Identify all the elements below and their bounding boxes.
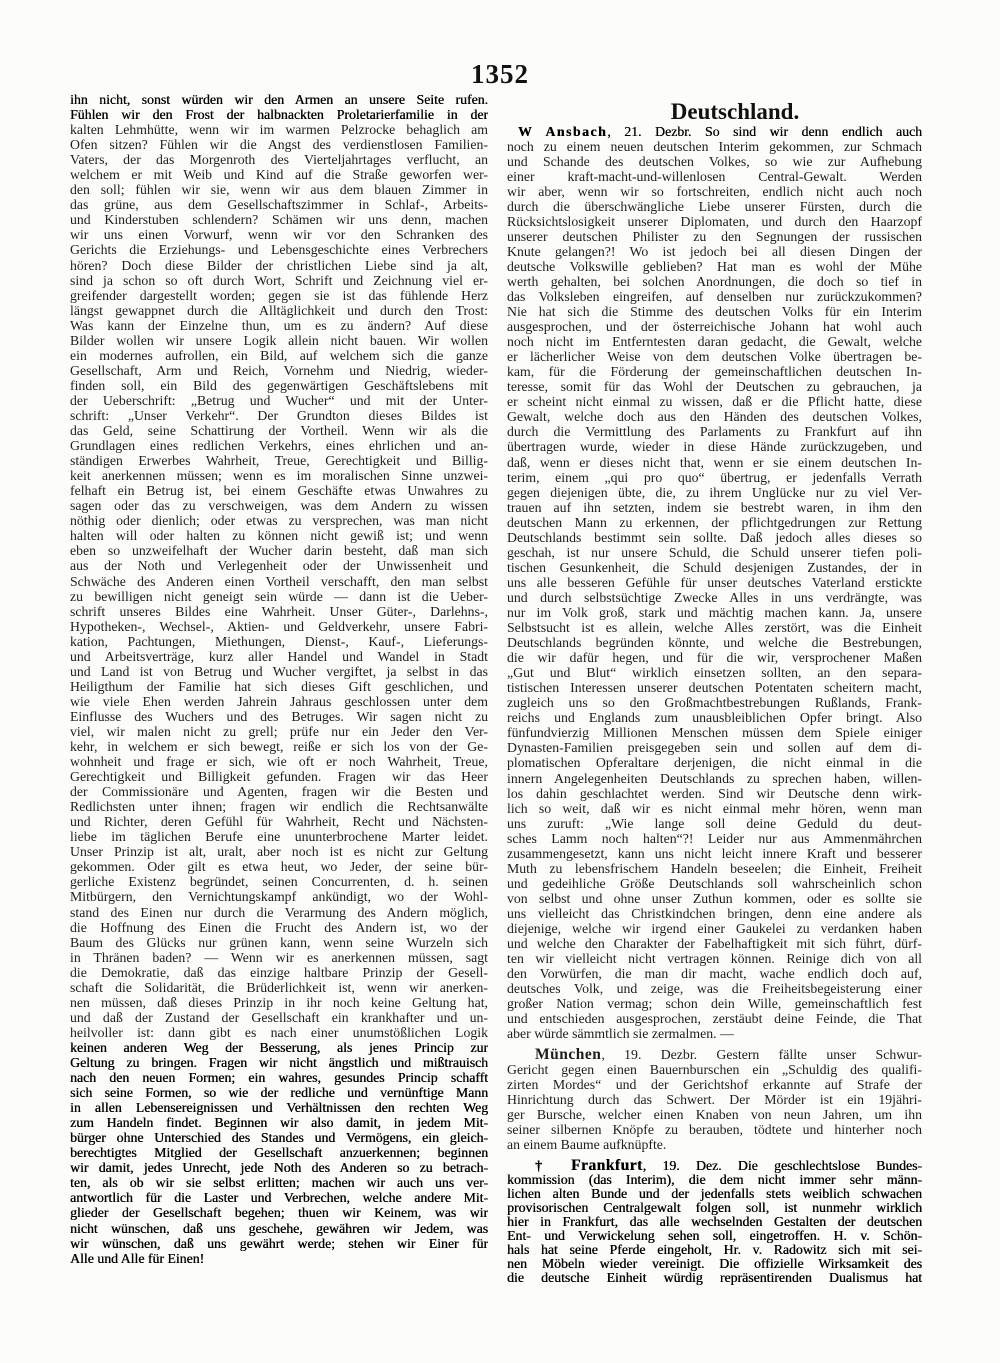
text-line: Hypotheken-, Wechsel-, Aktien- und Geldverkehr, unsere Fabri- — [70, 618, 488, 634]
text-line: noch zu einem neuen deutschen Interim gekommen, zur Schmach — [507, 138, 922, 154]
text-line: nöthig oder dienlich; oder etwas zu versprechen, was man nicht — [70, 513, 488, 529]
text-line: trauen auf ihn setzten, indem sie bestrebt waren, in ihm den — [507, 499, 922, 515]
text-line: nur im Volk groß, stark und mächtig machen kann. Ja, unsere — [507, 605, 922, 620]
dateline-text: , 19. Dezbr. Gestern fällte unser Schwur- — [601, 1046, 922, 1062]
text-line: kation, Pachtungen, Miethungen, Dienst-, Kauf-, Lieferungs- — [70, 633, 488, 649]
dateline-place: München — [535, 1046, 602, 1062]
text-line: bürger ohne Unterschied des Standes und Vermögens, ein gleich- — [70, 1130, 488, 1146]
text-line: sagen oder das zu verschweigen, was dem Andern zu wissen — [70, 498, 488, 514]
text-line: kommission (das Interim), die dem nicht immer sehr männ- — [507, 1173, 922, 1187]
text-line: lichen alten Bunde und der jedenfalls stets weiblich schwachen — [507, 1187, 922, 1201]
text-line: liebe im täglichen Berufe eine ununterbrochene Marter leidet. — [70, 829, 488, 845]
text-line: hören? Doch diese Bilder der christlichen Liebe sind ja alt, — [70, 257, 488, 273]
text-line: großer Nation vermag; schon dein Wille, gemeinschaftlich fest — [507, 996, 922, 1012]
text-line: und entschieden ausgesprochen, zerstäubt deine Feinde, die That — [507, 1011, 922, 1027]
text-line: wir uns einen Vorwurf, wenn wir vor den Schranken des — [70, 227, 488, 243]
text-line: Gericht gegen einen Bauernburschen ein „Schuldig des qualifi- — [507, 1061, 922, 1077]
text-line: Was kann der Einzelne thun, um es zu ändern? Auf diese — [70, 317, 488, 333]
text-line: los dahin geschlachtet werden. Sind wir Deutsche denn wirk- — [507, 785, 922, 801]
text-line: Geltung zu bringen. Fragen wir nicht ängstlich und mißtrauisch — [70, 1055, 488, 1070]
dateline-text: , 19. Dez. Die geschlechtslose Bundes- — [642, 1159, 922, 1173]
text-line: Rücksichtslosigkeit unserer Diplomaten, und durch den Haarzopf — [507, 213, 922, 229]
text-line: deutsches Volk, und zeige, was die Freiheitsbegeisterung einer — [507, 981, 922, 997]
text-line: und durch selbstsüchtige Zwecke Alles in uns verdrängte, was — [507, 589, 922, 605]
dateline-mark: W — [518, 123, 532, 139]
text-line: gekommen. Oder gilt es etwa heut, wo Jeder, der seine bür- — [70, 859, 488, 875]
text-line: Heiligthum der Familie hat sich dieses Gift geschlichen, und — [70, 678, 488, 694]
text-line: Unser Prinzip ist alt, uralt, aber noch ist es nicht zur Geltung — [70, 844, 488, 860]
page-number: 1352 — [471, 59, 529, 89]
text-line: innern Angelegenheiten Deutschlands zu sprechen haben, willen- — [507, 770, 922, 786]
text-line: „Gut und Blut“ wirklich einsetzen sollten, an den separa- — [507, 665, 922, 681]
section-heading: Deutschland. — [670, 99, 800, 124]
text-line: schrift unseres Bildes eine Wahrheit. Unser Güter-, Darlehns-, — [70, 603, 488, 619]
text-line: zirten Mordes“ und der Gerichtshof erkannte auf Strafe der — [507, 1076, 922, 1092]
text-line: finden soll, ein Bild des gegenwärtigen Geschäftslebens mit — [70, 377, 488, 393]
text-line: Bilder wollen wir unsere Logik allein nicht bauen. Wir wollen — [70, 332, 488, 348]
text-line: die Hoffnung des Einen die Frucht des Andern ist, wo der — [70, 919, 488, 935]
text-line: halten will oder halten zu können nicht gewiß ist; und wenn — [70, 528, 488, 544]
text-line: hals hat seine Pferde eingeholt, Hr. v. Radowitz sich mit sei- — [507, 1243, 922, 1257]
text-line: Baum des Glücks nur grünen kann, wenn seine Wurzeln sich — [70, 934, 488, 950]
text-line: zusammengesetzt, kann uns nicht leicht innere Kraft und besserer — [507, 845, 922, 861]
news-article — [507, 124, 922, 1042]
text-line: und Kinderstuben schlendern? Schämen wir uns denn, machen — [70, 212, 488, 228]
text-line: unserer deutschen Philister zu den Segnungen der russischen — [507, 228, 922, 244]
text-line: gegen diejenigen übte, die, zu ihrem Unglücke nur zu viel Ver- — [507, 484, 922, 500]
text-line: uns vielleicht das Christkindchen bringen, denn eine andere als — [507, 905, 922, 921]
text-line: greifender dargestellt worden; gegen sie ist das fühlende Herz — [70, 287, 488, 303]
text-line: Ofen sitzen? Fühlen wir die Angst des verdienstlosen Familien- — [70, 137, 488, 153]
left-column — [70, 92, 488, 1266]
dateline-line — [507, 1047, 922, 1062]
text-line: einer kraft-macht-und-willenlosen Central-Gewalt. Werden — [507, 168, 922, 184]
text-line: fünfundvierzig Millionen Menschen müssen dem Spiele einiger — [507, 725, 922, 741]
text-line: schaft die Solidarität, die Brüderlichkeit ist, wenn wir anerken- — [70, 979, 488, 995]
text-line: Ent- und Verwickelung sehen soll, eingetroffen. H. v. Schön- — [507, 1229, 922, 1243]
text-line: Fühlen wir den Frost der halbnackten Proletarierfamilie in der — [70, 107, 488, 123]
text-line: den Vorwürfen, die man dir macht, wache endlich doch auf, — [507, 966, 922, 982]
text-line: Muth zu lebensfrischem Handeln beseelen; die Einheit, Freiheit — [507, 860, 922, 876]
text-line: provisorischen Centralgewalt folgen soll, ist nunmehr wirklich — [507, 1201, 922, 1215]
text-line: Deutschlands bestimmt sein sollte. Daß jedoch alles dieses so — [507, 529, 922, 545]
text-line: die wir dafür hegen, und für die wir, versprochener Maßen — [507, 650, 922, 666]
text-line: von selbst und ohne unser Zuthun kommen, oder es sollte sie — [507, 890, 922, 906]
text-line: sind ja schon so oft durch Wort, Schrift und Zeichnung viel er- — [70, 272, 488, 288]
text-line: ger Bursche, welcher einen Knaben von neun Jahren, um ihn — [507, 1106, 922, 1122]
text-line: uns zuruft: „Wie lange soll deine Geduld du deut- — [507, 815, 922, 831]
text-line: wir aber, wenn wir so fortschreiten, endlich nicht auch noch — [507, 183, 922, 199]
news-article — [507, 1047, 922, 1152]
text-line: teresse, somit für das Wohl der Deutschen zu gebrauchen, ja — [507, 379, 922, 395]
text-line: sich seine Formen, so wie der redliche und vernünftige Mann — [70, 1085, 488, 1101]
dateline-text: , 21. Dezbr. So sind wir denn endlich auch — [607, 123, 922, 139]
text-line: und gedeihliche Größe Deutschlands soll wahrscheinlich schon — [507, 875, 922, 891]
text-line: eben so unzweifelhaft der Wucher darin besteht, daß man sich — [70, 543, 488, 559]
text-line: den soll; fühlen wir sie, wenn wir aus dem blauen Zimmer in — [70, 182, 488, 198]
text-line: hier in Frankfurt, das alle wechselnden Gestalten der deutschen — [507, 1215, 922, 1229]
text-line: Redlichsten unter ihnen; fragen wir endlich die Rechtsanwälte — [70, 799, 488, 815]
text-line: ten, als ob wir sie selbst erlitten; machen wir auch uns ver- — [70, 1175, 488, 1191]
text-line: Nie hat sich die Stimme des deutschen Volks für ein Interim — [507, 304, 922, 320]
text-line: die Demokratie, daß das einzige haltbare Prinzip der Gesell- — [70, 964, 488, 980]
text-line: das grüne, aus dem Gesellschaftszimmer in Schlaf-, Arbeits- — [70, 197, 488, 213]
news-article — [507, 1159, 922, 1285]
dateline-line — [507, 1159, 922, 1173]
text-line: nen müssen, daß dieses Prinzip in ihr noch keine Geltung hat, — [70, 994, 488, 1010]
text-line: heilvoller ist: dann gibt es nach einer unumstößlichen Logik — [70, 1024, 488, 1040]
text-line: terim, einem „qui pro quo“ übertrug, er jedenfalls Verrath — [507, 469, 922, 485]
text-line: durch die überschwängliche Liebe unserer Fürsten, durch die — [507, 198, 922, 214]
text-line: berechtigtes Mitglied der Gesellschaft anzuerkennen; beginnen — [70, 1145, 488, 1161]
text-line: zu bewilligen nicht geneigt sein würde — dann ist die Ueber- — [70, 588, 488, 604]
text-line: das Geld, seine Schattirung der Vortheil. Wenn wir als die — [70, 423, 488, 439]
text-line: das Volksleben eingreifen, auf denselben nur zurückzukommen? — [507, 289, 922, 305]
text-line: Dynasten-Familien preisgegeben sein und sollen auf dem di- — [507, 740, 922, 756]
text-line: und Arbeitsverträge, kurz aller Handel und Wandel in Stadt — [70, 648, 488, 664]
dateline-place: Ansbach — [545, 123, 608, 139]
text-line: Selbstsucht ist es allein, welche Alles zerstört, was die Einheit — [507, 620, 922, 636]
text-line: zum Handeln findet. Beginnen wir also damit, in jedem Mit- — [70, 1115, 488, 1131]
text-line: daß, wenn er dieses nicht that, wenn er sie einem deutschen In- — [507, 454, 922, 470]
text-line: Hinrichtung durch das Schwert. Der Mörder ist ein 19jähri- — [507, 1091, 922, 1107]
text-line: stand des Einen nur durch die Verarmung des Andern möglich, — [70, 904, 488, 920]
text-line: noch nicht im Entferntesten daran gedacht, die Gewalt, welche — [507, 334, 922, 350]
text-line: Knute gelangen?! Wo ist jedoch bei all diesen Dingen der — [507, 243, 922, 259]
text-line: wir wünschen, daß uns gewährt werde; stehen wir Einer für — [70, 1235, 488, 1251]
text-line: tistischen Interessen unserer deutschen Potentaten scheitern macht, — [507, 680, 922, 696]
text-line: ten wir vielleicht nicht vertragen können. Reinige dich von all — [507, 951, 922, 967]
text-line: kam, für die Förderung der gemeinschaftlichen deutschen In- — [507, 364, 922, 380]
text-line: Gerichts die Erziehungs- und Lebensgeschichte eines Verbrechers — [70, 242, 488, 258]
text-line: in Thränen baden? — Wenn wir es anerkennen müssen, sagt — [70, 949, 488, 965]
text-line: gerliche Existenz begründet, seinen Concurrenten, d. h. seinen — [70, 874, 488, 890]
text-line: viel, wir malen nicht zu grell; prüfe nur ein Jeder den Ver- — [70, 723, 488, 739]
text-line: schrift: „Unser Verkehr“. Der Grundton dieses Bildes ist — [70, 407, 488, 423]
text-line: er scheint nicht einmal zu wissen, daß er die Pflicht hatte, diese — [507, 394, 922, 410]
text-line: wir damit, jedes Unrecht, jede Noth des Anderen so zu betrach- — [70, 1160, 488, 1176]
text-line: kehr, in welchem er sich bewegt, reiße er sich los von der Ge- — [70, 739, 488, 755]
text-line: und welche den Charakter der Fabelhaftigkeit mit sich führt, dürf- — [507, 936, 922, 952]
text-line: uns alle besseren Gefühle für unser deutsches Vaterland erstickte — [507, 574, 922, 590]
text-line: aus der Noth und Verlegenheit oder der Unwissenheit und — [70, 558, 488, 574]
text-line: und Land ist von Betrug und Wucher vergiftet, ja selbst in das — [70, 663, 488, 679]
text-line: felhaft ein Betrug ist, bei einem Geschäfte etwas Unwahres zu — [70, 483, 488, 499]
text-line: glieder der Gesellschaft begehen; thuen wir Keinem, was wir — [70, 1205, 488, 1221]
text-line: übertragen wurde, wieder in diese Hände zurückzugeben, und — [507, 439, 922, 455]
text-line: Mitbürgern, den Vernichtungskampf ankündigt, wo der Wohl- — [70, 889, 488, 905]
text-line: Gesellschaft, Arm und Reich, Vornehm und Niedrig, wieder- — [70, 362, 488, 378]
text-line: ausgesprochen, und der österreichische Johann hat wohl auch — [507, 319, 922, 335]
text-line: Schwäche des Anderen einen Vortheil verschafft, den man selbst — [70, 573, 488, 589]
text-line: zugleich uns so den Großmachtbestrebungen Rußlands, Frank- — [507, 695, 922, 711]
text-line: ihn nicht, sonst würden wir den Armen an unsere Seite rufen. — [70, 92, 488, 107]
text-line: seiner silbernen Knöpfe zu berauben, tödtete und hinterher noch — [507, 1121, 922, 1137]
text-line: aber würde sämmtlich sie zermalmen. — — [507, 1026, 734, 1042]
text-line: ein modernes aufrollen, ein Bild, auf welchem sich die ganze — [70, 347, 488, 363]
text-line: der Ueberschrift: „Betrug und Wucher“ und mit der Unter- — [70, 392, 488, 408]
text-line: an einem Baume aufknüpfte. — [507, 1136, 667, 1152]
text-line: durch die Vermittlung des Parlaments zu Frankfurt auf ihn — [507, 424, 922, 440]
text-line: nen Möbeln wieder vereinigt. Die offizielle Wirksamkeit des — [507, 1257, 922, 1271]
text-line: kalten Lehmhütte, wenn wir im warmen Pelzrocke behaglich am — [70, 122, 488, 138]
text-line: und daß der Zustand der Gesellschaft ein krankhafter und un- — [70, 1009, 488, 1025]
text-line: und Richter, deren Gefühl für Wahrheit, Recht und Nächsten- — [70, 814, 488, 830]
text-line: antwortlich für die Laster und Verbrechen, welche andere Mit- — [70, 1190, 488, 1206]
text-line: der Commissionäre und Agenten, fragen wir die Besten und — [70, 784, 488, 800]
text-line: er lächerlicher Weise von dem deutschen Volke übertragen be- — [507, 349, 922, 365]
dateline-place: Frankfurt — [570, 1159, 643, 1173]
text-line: keit anerkennen müssen; wenn es im moralischen Sinne unzwei- — [70, 468, 488, 484]
text-line: diejenige, welche wir irgend einer Gaukelei zu verdanken haben — [507, 920, 922, 936]
text-line: plomatischen Opferaltare derjenigen, die nicht einmal in die — [507, 755, 922, 771]
text-line: Vaters, der das Morgenroth des Vierteljahrtages verflucht, an — [70, 152, 488, 168]
text-line: reichs und Englands zum unausbleiblichen Opfer bringt. Also — [507, 710, 922, 726]
text-line: Alle und Alle für Einen! — [70, 1250, 205, 1266]
text-line: nach den neuen Formen; ein wahres, gesundes Princip schafft — [70, 1070, 488, 1086]
text-line: Gewalt, welche doch aus den Händen des deutschen Volkes, — [507, 409, 922, 425]
text-line: und Schande des deutschen Volkes, so wie zur Aufhebung — [507, 153, 922, 169]
text-line: Grundlagen eines redlichen Verkehrs, eines ehrlichen und an- — [70, 438, 488, 454]
text-line: längst gewappnet durch die Alltäglichkeit und durch den Trost: — [70, 302, 488, 318]
text-line: Gerechtigkeit und Billigkeit gefunden. Fragen wir das Heer — [70, 769, 488, 785]
text-line: lich so weit, daß wir es nicht einmal mehr hören, wenn man — [507, 800, 922, 816]
dateline-line — [507, 124, 922, 139]
text-line: ständigen Erwerbes Wahrheit, Treue, Gerechtigkeit und Billig- — [70, 453, 488, 469]
text-line: Einflusse des Wuchers und des Betruges. Wir sagen nicht zu — [70, 708, 488, 724]
text-line: Deutschlands begründen könnte, und welche die Bestrebungen, — [507, 635, 922, 651]
text-line: wohnheit und frage er sich, wie oft er noch Wahrheit, Treue, — [70, 754, 488, 770]
text-line: keinen anderen Weg der Besserung, als jenes Princip zur — [70, 1039, 488, 1055]
text-line: geschah, ist nur unsere Schuld, die Schuld unserer tiefen poli- — [507, 544, 922, 560]
text-line: werth gehalten, bei solchen Anordnungen, die doch so tief in — [507, 273, 922, 289]
text-line: sches Lamm noch halten“?! Leider nur aus Ammenmährchen — [507, 830, 922, 846]
text-line: deutsche Volkswille geblieben? Hat man es wohl der Mühe — [507, 258, 922, 274]
text-line: wie viele Ehen werden Jahrein Jahraus geschlossen unter dem — [70, 693, 488, 709]
text-line: tischen Gesunkenheit, die Schuld desjenigen Zustandes, der in — [507, 559, 922, 575]
text-line: nicht wünschen, daß uns geschehe, gewähren wir Jedem, was — [70, 1220, 488, 1236]
text-line: welchem er mit Weib und Kind auf die Straße geworfen wer- — [70, 167, 488, 183]
text-line: in allen Lebensereignissen und Verhältnissen den rechten Weg — [70, 1100, 488, 1116]
text-line: deutschen Mann zu erkennen, der pflichtgedrungen zur Rettung — [507, 514, 922, 530]
dateline-mark: † — [535, 1159, 555, 1173]
text-line: die deutsche Einheit würdig repräsentirenden Dualismus hat — [507, 1271, 922, 1285]
